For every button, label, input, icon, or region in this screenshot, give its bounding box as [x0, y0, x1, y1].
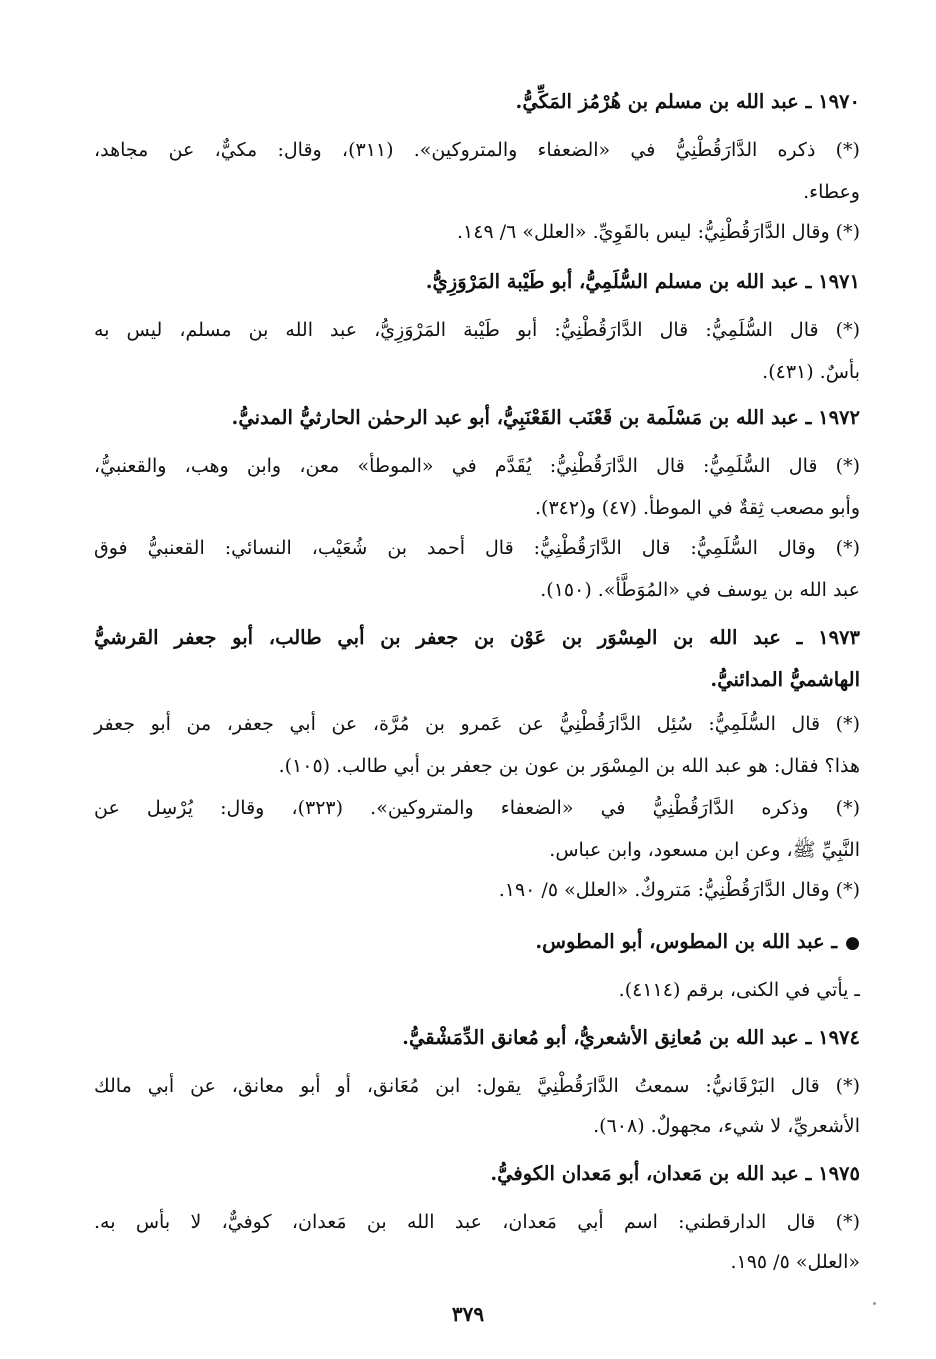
entry-text-line: (*) قال الدارقطني: اسم أبي مَعدان، عبد الله بن مَعدان، كوفيٌّ، لا بأس به. [94, 1211, 860, 1233]
entry-text-line: هذا؟ فقال: هو عبد الله بن المِسْوَر بن عون بن جعفر بن أبي طالب. (١٠٥). [278, 755, 860, 777]
entry-text-line: الأشعريِّ، لا شيء، مجهولٌ. (٦٠٨). [593, 1115, 860, 1137]
entry-text-line: «العلل» ٥/ ١٩٥. [730, 1251, 860, 1273]
entry-text-line: (*) قال السُّلَمِيُّ: سُئِل الدَّارَقُطْنِيُّ عن عَمرو بن مُرَّة، عن أبي جعفر، من أبو جعفر [94, 713, 860, 735]
entry-text-line: (*) وقال الدَّارَقُطْنِيُّ: ليس بالقَوِيِّ. «العلل» ٦/ ١٤٩. [456, 221, 860, 243]
entry-text-line: (*) وقال الدَّارَقُطْنِيُّ: مَتروكٌ. «العلل» ٥/ ١٩٠. [498, 879, 860, 901]
scan-speck [873, 1302, 876, 1305]
entry-heading-1975: ١٩٧٥ ـ عبد الله بن مَعدان، أبو مَعدان الكوفيُّ. [490, 1162, 860, 1185]
entry-heading-1973: ١٩٧٣ ـ عبد الله بن المِسْوَر بن عَوْن بن جعفر بن أبي طالب، أبو جعفر القرشيُّ [94, 626, 860, 649]
entry-heading-1970: ١٩٧٠ ـ عبد الله بن مسلم بن هُرْمُز المَكِّيُّ. [515, 90, 860, 113]
entry-text-line: عبد الله بن يوسف في «المُوَطَّأ». (١٥٠). [540, 579, 860, 601]
cross-reference-heading [535, 926, 860, 959]
entry-text-line: (*) قال السُّلَمِيُّ: قال الدَّارَقُطْنِيُّ: يُقَدَّم في «الموطأ» معن، وابن وهب، والقعنبيُّ، [94, 455, 860, 477]
entry-heading-1972: ١٩٧٢ ـ عبد الله بن مَسْلَمة بن قَعْنَب القَعْنَبِيُّ، أبو عبد الرحمٰن الحارثيُّ المدنيُّ. [231, 406, 860, 429]
entry-text-line: بأسٌ. (٤٣١). [762, 361, 860, 383]
entry-text-line: وعطاء. [803, 181, 860, 203]
entry-heading-1974: ١٩٧٤ ـ عبد الله بن مُعانِق الأشعريُّ، أبو مُعانق الدِّمَشْقيُّ. [402, 1026, 860, 1049]
entry-text-line: (*) قال السُّلَمِيُّ: قال الدَّارَقُطْنِيُّ: أبو طَيْبة المَرْوَزِيُّ، عبد الله بن مسلم، ليس به [94, 319, 860, 341]
entry-heading-1973-continued: الهاشميُّ المدائنيُّ. [710, 668, 860, 691]
entry-text-line: وأبو مصعب ثِقةٌ في الموطأ. (٤٧) و(٣٤٢). [534, 497, 860, 519]
entry-text-line: (*) وقال السُّلَمِيُّ: قال الدَّارَقُطْنِيُّ: قال أحمد بن شُعَيْب، النسائي: القعنبيُّ فوق [94, 537, 860, 559]
cross-reference-title: ـ عبد الله بن المطوس، أبو المطوس. [535, 930, 838, 953]
entry-heading-1971: ١٩٧١ ـ عبد الله بن مسلم السُّلَمِيُّ، أبو طَيْبة المَرْوَزِيُّ. [425, 270, 860, 293]
entry-text-line: (*) ذكره الدَّارَقُطْنِيُّ في «الضعفاء والمتروكين». (٣١١)، وقال: مكيٌّ، عن مجاهد، [94, 139, 860, 161]
bullet-icon: ● [845, 933, 860, 953]
entry-text-line: (*) قال البَرْقَانيُّ: سمعتُ الدَّارَقُطْنِيَّ يقول: ابن مُعَانق، أو أبو معانق، عن أبي مالك [94, 1075, 860, 1097]
entry-text-line: (*) وذكره الدَّارَقُطْنِيُّ في «الضعفاء والمتروكين». (٣٢٣)، وقال: يُرْسِل عن [94, 797, 860, 819]
entry-text-line: ـ يأتي في الكنى، برقم (٤١١٤). [618, 979, 860, 1001]
page-number: ٣٧٩ [451, 1302, 485, 1326]
entry-text-line: النَّبِيِّ ﷺ، وعن ابن مسعود، وابن عباس. [549, 839, 860, 861]
